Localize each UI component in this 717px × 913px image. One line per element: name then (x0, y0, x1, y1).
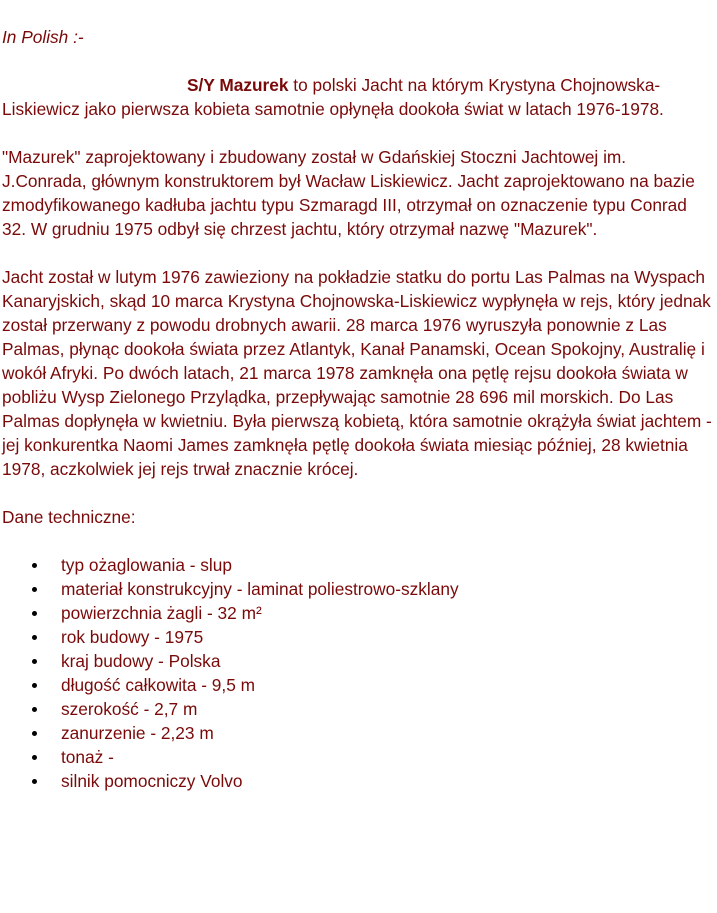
yacht-name: S/Y Mazurek (187, 75, 289, 95)
bullet-icon (32, 731, 37, 736)
tech-list (0, 553, 717, 793)
bullet-icon (32, 635, 37, 640)
paragraph-construction: "Mazurek" zaprojektowany i zbudowany został w Gdańskiej Stoczni Jachtowej im. J.Conrada, głównym konstruktorem był Wacław Liskiewicz. Jacht zaprojektowano na bazie zmodyfikowanego kadłuba jachtu typu Szmaragd III, otrzymał on oznaczenie typu Conrad 32. W grudniu 1975 odbył się chrzest jachtu, który otrzymał nazwę "Mazurek". (2, 147, 695, 239)
bullet-icon (32, 611, 37, 616)
bullet-icon (32, 683, 37, 688)
bullet-icon (32, 587, 37, 592)
tech-heading: Dane techniczne: (2, 507, 136, 527)
tech-item: szerokość - 2,7 m (61, 697, 717, 721)
bullet-icon (32, 707, 37, 712)
tech-item: materiał konstrukcyjny - laminat poliestrowo-szklany (61, 577, 717, 601)
tech-item: silnik pomocniczy Volvo (61, 769, 717, 793)
paragraph-voyage: Jacht został w lutym 1976 zawieziony na pokładzie statku do portu Las Palmas na Wyspach Kanaryjskich, skąd 10 marca Krystyna Chojnowska-Liskiewicz wypłynęła w rejs, który jednak został przerwany z powodu drobnych awarii. 28 marca 1976 wyruszyła ponownie z Las Palmas, płynąc dookoła świata przez Atlantyk, Kanał Panamski, Ocean Spokojny, Australię i wokół Afryki. Po dwóch latach, 21 marca 1978 zamknęła ona pętlę rejsu dookoła świata w pobliżu Wysp Zielonego Przylądka, przepływając samotnie 28 696 mil morskich. Do Las Palmas dopłynęła w kwietniu. Była pierwszą kobietą, która samotnie okrążyła świat jachtem - jej konkurentka Naomi James zamknęła pętlę dookoła świata miesiąc później, 28 kwietnia 1978, aczkolwiek jej rejs trwał znacznie krócej. (2, 267, 712, 479)
bullet-icon (32, 779, 37, 784)
bullet-icon (32, 659, 37, 664)
tech-item: tonaż - (61, 745, 717, 769)
language-heading: In Polish :- (2, 27, 84, 47)
tech-item: długość całkowita - 9,5 m (61, 673, 717, 697)
bullet-icon (32, 563, 37, 568)
tech-item: zanurzenie - 2,23 m (61, 721, 717, 745)
intro-text: to polski Jacht na którym Krystyna Chojnowska-Liskiewicz jako pierwsza kobieta samotnie opłynęła dookoła świat w latach 1976-1978. (2, 75, 664, 119)
tech-item: typ ożaglowania - slup (61, 553, 717, 577)
intro-paragraph (0, 73, 717, 121)
document-body (0, 25, 717, 793)
tech-item: kraj budowy - Polska (61, 649, 717, 673)
bullet-icon (32, 755, 37, 760)
tech-item: rok budowy - 1975 (61, 625, 717, 649)
tech-item: powierzchnia żagli - 32 m² (61, 601, 717, 625)
